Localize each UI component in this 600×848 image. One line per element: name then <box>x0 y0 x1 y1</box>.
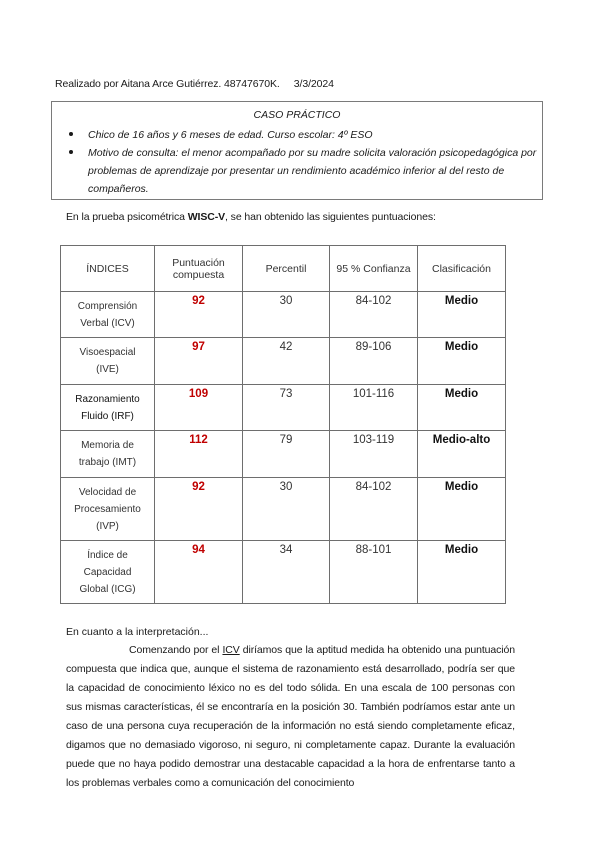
classification-value: Medio-alto <box>418 431 506 478</box>
table-row <box>61 338 506 385</box>
confidence-range: 84-102 <box>330 478 418 541</box>
case-bullet-item: Chico de 16 años y 6 meses de edad. Curso escolar: 4º ESO <box>52 126 538 144</box>
composite-score: 94 <box>155 541 243 604</box>
percentile-value: 79 <box>243 431 330 478</box>
percentile-value: 42 <box>243 338 330 385</box>
header-classification: Clasificación <box>418 246 506 292</box>
header-indices: ÍNDICES <box>61 246 155 292</box>
case-study-box <box>51 101 543 200</box>
interpretation-paragraph: Comenzando por el ICV diríamos que la aptitud medida ha obtenido una puntuación compuesta que indica que, aunque el sistema de razonamiento está desarrollado, podría ser que la capacidad de conocimiento léxico no es del todo sólida. En una escala de 100 personas con sus mismas características, él se encontraría en la posición 30. También podríamos estar ante un caso de una persona cuya recuperación de la información no está siendo completamente eficaz, digamos que no demasiado vigoroso, ni seguro, ni completamente capaz. Durante la evaluación puede que no haya podido demostrar una destacable capacidad a la hora de enfrentarse tanto a los problemas verbales como a comunicación del conocimiento <box>66 644 515 789</box>
header-percentile: Percentil <box>243 246 330 292</box>
author-name: Realizado por Aitana Arce Gutiérrez. 48747670K. <box>55 78 280 90</box>
composite-score: 92 <box>155 478 243 541</box>
confidence-range: 84-102 <box>330 292 418 338</box>
table-row <box>61 431 506 478</box>
case-bullet-item: Motivo de consulta: el menor acompañado por su madre solicita valoración psicopedagógica por problemas de aprendizaje por presentar un rendimiento académico inferior al del resto de compañeros. <box>52 144 538 198</box>
confidence-range: 101-116 <box>330 385 418 431</box>
index-name: Índice de Capacidad Global (ICG) <box>61 541 155 604</box>
percentile-value: 73 <box>243 385 330 431</box>
index-name: Velocidad de Procesamiento (IVP) <box>61 478 155 541</box>
table-row <box>61 478 506 541</box>
composite-score: 109 <box>155 385 243 431</box>
header-score: Puntuación compuesta <box>155 246 243 292</box>
table-row <box>61 541 506 604</box>
author-line <box>55 78 334 90</box>
classification-value: Medio <box>418 338 506 385</box>
scores-table <box>60 245 506 604</box>
intro-sentence: En la prueba psicométrica WISC-V, se han obtenido las siguientes puntuaciones: <box>66 211 436 223</box>
classification-value: Medio <box>418 541 506 604</box>
case-title: CASO PRÁCTICO <box>253 109 341 121</box>
percentile-value: 30 <box>243 478 330 541</box>
composite-score: 97 <box>155 338 243 385</box>
confidence-range: 88-101 <box>330 541 418 604</box>
composite-score: 92 <box>155 292 243 338</box>
bullet-icon <box>69 150 73 154</box>
test-name: WISC-V <box>187 211 226 223</box>
percentile-value: 30 <box>243 292 330 338</box>
classification-value: Medio <box>418 478 506 541</box>
table-header-row <box>61 246 506 292</box>
document-date: 3/3/2024 <box>293 78 334 90</box>
classification-value: Medio <box>418 292 506 338</box>
confidence-range: 103-119 <box>330 431 418 478</box>
index-name: Razonamiento Fluido (IRF) <box>61 385 155 431</box>
composite-score: 112 <box>155 431 243 478</box>
index-name: Memoria de trabajo (IMT) <box>61 431 155 478</box>
icv-reference: ICV <box>222 644 240 656</box>
bullet-icon <box>69 132 73 136</box>
table-row <box>61 385 506 431</box>
index-name: Visoespacial (IVE) <box>61 338 155 385</box>
header-confidence: 95 % Confianza <box>330 246 418 292</box>
case-bullet-list <box>52 126 538 198</box>
interpretation-heading: En cuanto a la interpretación... <box>66 626 209 638</box>
percentile-value: 34 <box>243 541 330 604</box>
index-name: Comprensión Verbal (ICV) <box>61 292 155 338</box>
confidence-range: 89-106 <box>330 338 418 385</box>
table-row <box>61 292 506 338</box>
classification-value: Medio <box>418 385 506 431</box>
